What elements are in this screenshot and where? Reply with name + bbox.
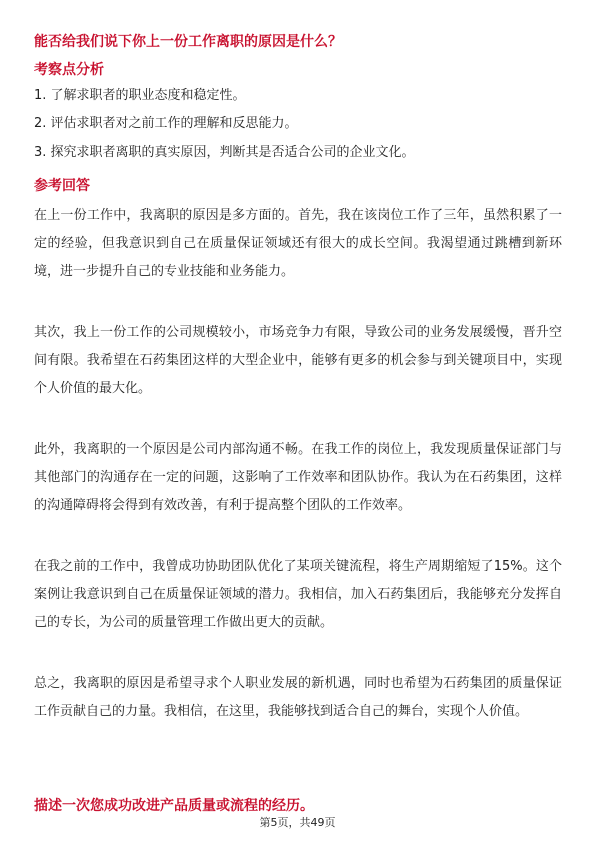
question-heading: 能否给我们说下你上一份工作离职的原因是什么？ <box>34 34 342 50</box>
next-question-heading: 描述一次您成功改进产品质量或流程的经历。 <box>34 798 314 814</box>
answer-paragraph: 其次，我上一份工作的公司规模较小，市场竞争力有限，导致公司的业务发展缓慢，晋升空间有限。我希望在石药集团这样的大型企业中，能够有更多的机会参与到关键项目中，实现个人价值的最大化。 <box>34 325 562 396</box>
answer-paragraph: 此外，我离职的一个原因是公司内部沟通不畅。在我工作的岗位上，我发现质量保证部门与其他部门的沟通存在一定的问题，这影响了工作效率和团队协作。我认为在石药集团，这样的沟通障碍将会得到有效改善，有利于提高整个团队的工作效率。 <box>34 442 562 513</box>
page-number: 第5页，共49页 <box>259 816 336 829</box>
analysis-item: 3. 探究求职者离职的真实原因，判断其是否适合公司的企业文化。 <box>34 145 415 160</box>
analysis-section-title: 考察点分析 <box>34 62 104 78</box>
answer-paragraph: 在我之前的工作中，我曾成功协助团队优化了某项关键流程，将生产周期缩短了15%。这个案例让我意识到自己在质量保证领域的潜力。我相信，加入石药集团后，我能够充分发挥自己的专长，为公司的质量管理工作做出更大的贡献。 <box>34 559 562 630</box>
answer-paragraph: 在上一份工作中，我离职的原因是多方面的。首先，我在该岗位工作了三年，虽然积累了一定的经验，但我意识到自己在质量保证领域还有很大的成长空间。我渴望通过跳槽到新环境，进一步提升自己的专业技能和业务能力。 <box>34 208 562 279</box>
analysis-item: 2. 评估求职者对之前工作的理解和反思能力。 <box>34 116 298 131</box>
answer-body <box>34 202 562 759</box>
analysis-item: 1. 了解求职者的职业态度和稳定性。 <box>34 88 246 103</box>
answer-section-title: 参考回答 <box>34 178 90 194</box>
answer-paragraph: 总之，我离职的原因是希望寻求个人职业发展的新机遇，同时也希望为石药集团的质量保证工作贡献自己的力量。我相信，在这里，我能够找到适合自己的舞台，实现个人价值。 <box>34 676 562 719</box>
